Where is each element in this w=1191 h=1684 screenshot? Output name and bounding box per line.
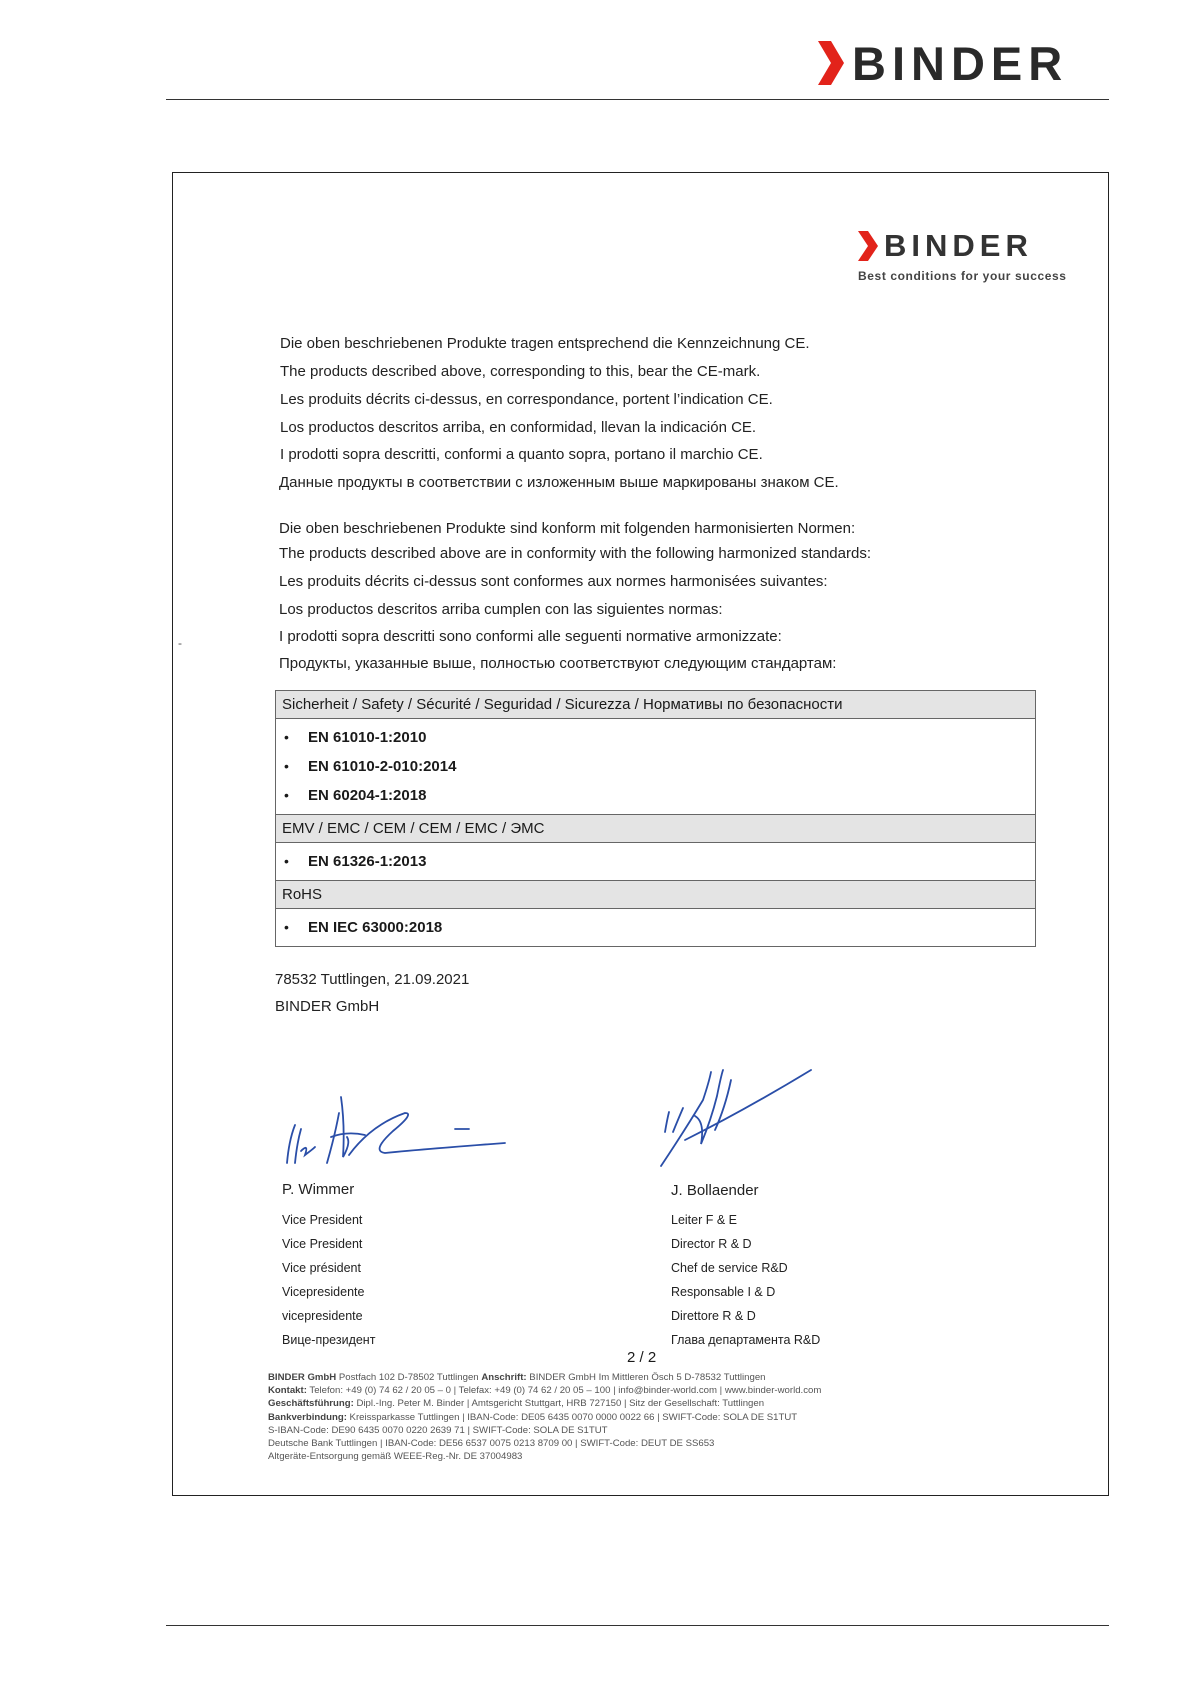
binder-logo-mark-icon <box>858 231 878 261</box>
document-binder-logo <box>858 230 1033 261</box>
list-item <box>284 913 1035 942</box>
standards-line-fr: Les produits décrits ci-dessus sont conformes aux normes harmonisées suivantes: <box>279 573 828 590</box>
ce-line-es: Los productos descritos arriba, en conformidad, llevan la indicación CE. <box>280 419 757 436</box>
bullet-icon: • <box>284 853 289 869</box>
imprint-label: BINDER GmbH <box>268 1372 337 1383</box>
standards-line-en: The products described above are in conformity with the following harmonized standards: <box>279 545 871 562</box>
list-item <box>284 781 1035 810</box>
right-role-it: Direttore R & D <box>671 1309 756 1323</box>
imprint-line <box>268 1397 821 1410</box>
left-role-fr: Vice président <box>282 1261 361 1275</box>
ce-line-de: Die oben beschriebenen Produkte tragen entsprechend die Kennzeichnung CE. <box>280 335 810 352</box>
rohs-standards-list <box>276 909 1035 946</box>
list-item <box>284 723 1035 752</box>
binder-logo-mark-icon <box>818 41 844 85</box>
header-logo-text: BINDER <box>852 36 1069 90</box>
standards-line-es: Los productos descritos arriba cumplen con las siguientes normas: <box>279 601 723 618</box>
imprint-text: Telefon: +49 (0) 74 62 / 20 05 – 0 | Telefax: +49 (0) 74 62 / 20 05 – 100 | info@binder-world.com | www.binder-world.com <box>306 1385 822 1397</box>
imprint-line <box>268 1371 821 1384</box>
bullet-icon: • <box>284 729 289 745</box>
standards-table <box>275 690 1036 947</box>
imprint-line: Deutsche Bank Tuttlingen | IBAN-Code: DE56 6537 0075 0213 8709 00 | SWIFT-Code: DEUT DE SS653 <box>268 1438 715 1450</box>
bullet-icon: • <box>284 919 289 935</box>
imprint-line <box>268 1384 821 1397</box>
imprint-text: Kreissparkasse Tuttlingen | IBAN-Code: DE05 6435 0070 0000 0022 66 | SWIFT-Code: SOLA DE S1TUT <box>346 1411 798 1423</box>
imprint-label: Kontakt: <box>268 1385 307 1397</box>
imprint-label: Geschäftsführung: <box>268 1398 354 1410</box>
standard-code: EN 60204-1:2018 <box>308 787 427 804</box>
left-role-ru: Вице-президент <box>282 1333 376 1347</box>
right-role-fr: Chef de service R&D <box>671 1261 788 1275</box>
imprint-line <box>268 1411 821 1424</box>
standard-code: EN 61010-1:2010 <box>308 729 427 746</box>
ce-line-it: I prodotti sopra descritti, conformi a quanto sopra, portano il marchio CE. <box>280 446 763 463</box>
imprint-label: Anschrift: <box>481 1372 527 1383</box>
list-item <box>284 752 1035 781</box>
imprint-text: BINDER GmbH Im Mittleren Ösch 5 D-78532 Tuttlingen <box>526 1372 766 1383</box>
signature-wimmer-image <box>275 1085 515 1170</box>
safety-section-header: Sicherheit / Safety / Sécurité / Seguridad / Sicurezza / Нормативы по безопасности <box>276 691 1035 719</box>
right-role-ru: Глава департамента R&D <box>671 1333 821 1347</box>
company-name: BINDER GmbH <box>275 998 380 1015</box>
left-role-es: Vicepresidente <box>282 1285 365 1299</box>
ce-line-en: The products described above, corresponding to this, bear the CE-mark. <box>280 363 761 380</box>
standards-line-ru: Продукты, указанные выше, полностью соответствуют следующим стандартам: <box>279 655 837 672</box>
signatory-right-name: J. Bollaender <box>671 1182 759 1199</box>
document-logo-text: BINDER <box>884 228 1033 263</box>
header-divider <box>166 99 1109 100</box>
standard-code: EN IEC 63000:2018 <box>308 919 443 936</box>
bullet-icon: • <box>284 758 289 774</box>
imprint-label: Bankverbindung: <box>268 1411 347 1423</box>
company-imprint <box>268 1371 821 1463</box>
standards-line-it: I prodotti sopra descritti sono conformi alle seguenti normative armonizzate: <box>279 628 782 645</box>
imprint-line: S-IBAN-Code: DE90 6435 0070 0220 2639 71 | SWIFT-Code: SOLA DE S1TUT <box>268 1424 608 1436</box>
right-role-de: Leiter F & E <box>671 1213 737 1227</box>
footer-divider <box>166 1625 1109 1626</box>
bullet-icon: • <box>284 787 289 803</box>
imprint-text: Dipl.-Ing. Peter M. Binder | Amtsgericht Stuttgart, HRB 727150 | Sitz der Gesellschaft: Tuttlingen <box>353 1398 765 1410</box>
place-date: 78532 Tuttlingen, 21.09.2021 <box>275 971 470 988</box>
header-binder-logo <box>818 38 1118 88</box>
signature-bollaender-image <box>655 1060 815 1170</box>
signatory-left-name: P. Wimmer <box>282 1181 355 1198</box>
left-role-en: Vice President <box>282 1237 363 1251</box>
left-role-it: vicepresidente <box>282 1309 363 1323</box>
standard-code: EN 61326-1:2013 <box>308 853 427 870</box>
emc-section-header: EMV / EMC / CEM / CEM / EMC / ЭМС <box>276 815 1035 843</box>
standards-line-de: Die oben beschriebenen Produkte sind konform mit folgenden harmonisierten Normen: <box>279 520 856 537</box>
imprint-text: Postfach 102 D-78502 Tuttlingen <box>336 1372 482 1383</box>
right-role-en: Director R & D <box>671 1237 752 1251</box>
left-role-de: Vice President <box>282 1213 363 1227</box>
page-number: 2 / 2 <box>627 1349 657 1366</box>
rohs-section-header: RoHS <box>276 881 1035 909</box>
standard-code: EN 61010-2-010:2014 <box>308 758 457 775</box>
emc-standards-list <box>276 843 1035 881</box>
scan-margin-mark: - <box>178 636 182 650</box>
ce-line-ru: Данные продукты в соответствии с изложенным выше маркированы знаком CE. <box>279 474 839 491</box>
safety-standards-list <box>276 719 1035 815</box>
ce-line-fr: Les produits décrits ci-dessus, en correspondance, portent l’indication CE. <box>280 391 773 408</box>
document-tagline: Best conditions for your success <box>858 269 1067 283</box>
imprint-line: Altgeräte-Entsorgung gemäß WEEE-Reg.-Nr. DE 37004983 <box>268 1451 523 1463</box>
list-item <box>284 847 1035 876</box>
right-role-es: Responsable I & D <box>671 1285 776 1299</box>
